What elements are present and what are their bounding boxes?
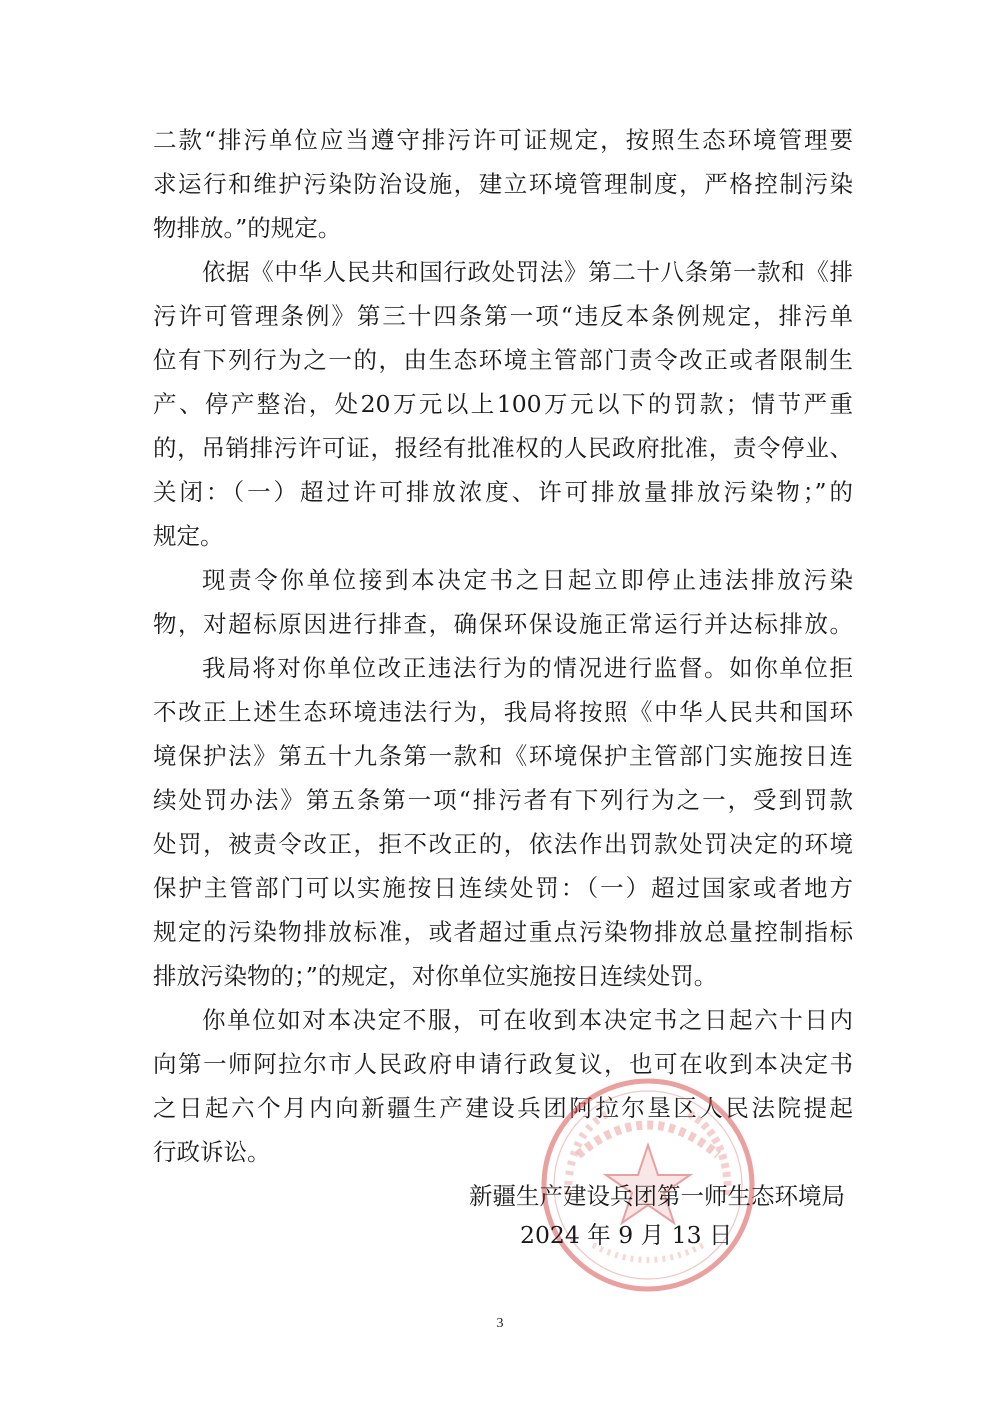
text-line: 我局将对你单位改正违法行为的情况进行监督。如你单位拒 — [202, 654, 853, 682]
text-line: 你单位如对本决定不服，可在收到本决定书之日起六十日内 — [202, 1006, 853, 1034]
issue-date: 2024 年 9 月 13 日 — [520, 1221, 733, 1249]
text-line: 求运行和维护污染防治设施，建立环境管理制度，严格控制污染 — [153, 170, 853, 198]
text-line: 境保护法》第五十九条第一款和《环境保护主管部门实施按日连 — [153, 742, 853, 770]
text-line: 现责令你单位接到本决定书之日起立即停止违法排放污染 — [202, 566, 853, 594]
text-line: 之日起六个月内向新疆生产建设兵团阿拉尔垦区人民法院提起 — [153, 1094, 853, 1122]
text-line: 排放污染物的；”的规定，对你单位实施按日连续处罚。 — [153, 962, 718, 990]
page-number: 3 — [496, 1316, 504, 1331]
text-line: 产、停产整治，处20万元以上100万元以下的罚款；情节严重 — [153, 390, 853, 418]
text-line: 二款“排污单位应当遵守排污许可证规定，按照生态环境管理要 — [153, 126, 853, 154]
text-line: 的，吊销排污许可证，报经有批准权的人民政府批准，责令停业、 — [153, 434, 853, 462]
text-line: 向第一师阿拉尔市人民政府申请行政复议，也可在收到本决定书 — [153, 1050, 853, 1078]
text-line: 续处罚办法》第五条第一项“排污者有下列行为之一，受到罚款 — [153, 786, 853, 814]
text-line: 关闭：（一）超过许可排放浓度、许可排放量排放污染物；”的 — [153, 478, 853, 506]
text-line: 物排放。”的规定。 — [153, 214, 342, 242]
text-line: 行政诉讼。 — [153, 1138, 271, 1166]
text-line: 保护主管部门可以实施按日连续处罚：（一）超过国家或者地方 — [153, 874, 853, 902]
text-line: 处罚，被责令改正，拒不改正的，依法作出罚款处罚决定的环境 — [153, 830, 853, 858]
text-line: 污许可管理条例》第三十四条第一项“违反本条例规定，排污单 — [153, 302, 853, 330]
text-line: 规定的污染物排放标准，或者超过重点污染物排放总量控制指标 — [153, 918, 853, 946]
text-line: 不改正上述生态环境违法行为，我局将按照《中华人民共和国环 — [153, 698, 853, 726]
issuing-organization: 新疆生产建设兵团第一师生态环境局 — [469, 1182, 845, 1210]
text-line: 依据《中华人民共和国行政处罚法》第二十八条第一款和《排 — [202, 258, 853, 286]
text-line: 规定。 — [153, 522, 224, 550]
text-line: 物，对超标原因进行排查，确保环保设施正常运行并达标排放。 — [153, 610, 853, 638]
text-line: 位有下列行为之一的，由生态环境主管部门责令改正或者限制生 — [153, 346, 853, 374]
